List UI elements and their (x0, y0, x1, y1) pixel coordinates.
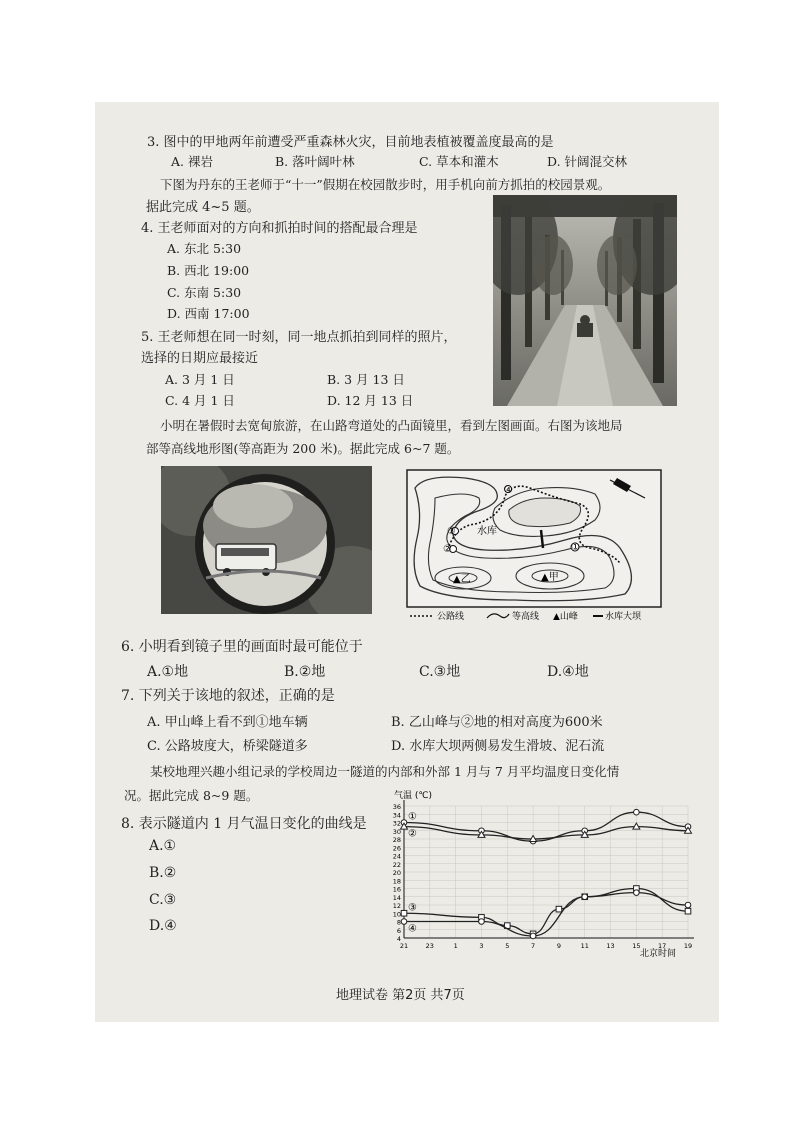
chart-ytick-label: 22 (392, 860, 401, 869)
chart-point (530, 933, 536, 939)
q6-option-d: D.④地 (547, 664, 589, 680)
chart-point (634, 809, 640, 815)
q3-stem: 3. 图中的甲地两年前遭受严重森林火灾，目前地表植被覆盖度最高的是 (147, 135, 554, 150)
legend-contour: 等高线 (512, 612, 540, 620)
chart-xtick-label: 17 (658, 942, 667, 950)
intro-4-5-line2: 据此完成 4~5 题。 (146, 200, 260, 215)
q8-option-b: B.② (149, 865, 177, 881)
chart-ytick-label: 30 (392, 827, 401, 836)
chart-series-label: ④ (408, 923, 417, 935)
chart-xtick-label: 7 (531, 942, 536, 950)
intro-8-9-line1: 某校地理兴趣小组记录的学校周边一隧道的内部和外部 1 月与 7 月平均温度日变化情 (150, 764, 620, 779)
chart-xtick-label: 21 (399, 942, 409, 950)
q7-option-a: A. 甲山峰上看不到①地车辆 (147, 715, 308, 730)
q5-option-b: B. 3 月 13 日 (327, 372, 405, 387)
chart-xtick-label: 11 (580, 942, 589, 950)
q4-stem: 4. 王老师面对的方向和抓拍时间的搭配最合理是 (141, 221, 418, 236)
map-peak-yi: ▲乙 (453, 574, 471, 585)
intro-8-9-line2: 况。据此完成 8~9 题。 (124, 788, 259, 803)
q6-option-b: B.②地 (284, 664, 326, 680)
q6-stem: 6. 小明看到镜子里的画面时最可能位于 (121, 639, 363, 655)
q5-option-d: D. 12 月 13 日 (327, 393, 414, 408)
chart-xlabel: 北京时间 (640, 949, 677, 959)
chart-series-label: ③ (408, 902, 417, 914)
convex-mirror-photo (161, 466, 372, 614)
chart-xtick-label: 9 (556, 942, 561, 950)
map-point-3: ③ (447, 526, 456, 537)
chart-ytick-label: 34 (392, 811, 401, 820)
legend-peak: ▲山峰 (553, 612, 578, 620)
chart-ytick-label: 6 (396, 926, 401, 935)
q6-option-c: C.③地 (419, 664, 461, 680)
campus-avenue-photo (493, 195, 677, 406)
q4-option-b: B. 西北 19:00 (167, 263, 250, 278)
chart-ytick-label: 20 (392, 869, 401, 877)
chart-point (582, 894, 588, 900)
q3-option-c: C. 草本和灌木 (419, 154, 499, 169)
q5-option-c: C. 4 月 1 日 (165, 393, 235, 408)
chart-ytick-label: 8 (396, 918, 401, 927)
chart-series-label: ② (408, 828, 417, 840)
chart-ytick-label: 16 (392, 885, 401, 894)
q7-option-d: D. 水库大坝两侧易发生滑坡、泥石流 (391, 739, 605, 754)
chart-series-label: ① (408, 811, 417, 823)
chart-point (479, 919, 485, 925)
chart-ytick-label: 12 (392, 902, 401, 910)
chart-xtick-label: 3 (479, 942, 484, 950)
chart-xtick-label: 1 (453, 942, 458, 950)
chart-series-line (404, 889, 688, 934)
page-footer: 地理试卷 第2页 共7页 (336, 988, 465, 1003)
q7-stem: 7. 下列关于该地的叙述，正确的是 (121, 688, 335, 704)
q3-option-d: D. 针阔混交林 (547, 154, 628, 169)
chart-ylabel: 气温 (℃) (394, 791, 432, 801)
chart-point (401, 910, 407, 916)
q4-option-d: D. 西南 17:00 (167, 306, 250, 321)
legend-road: 公路线 (437, 612, 465, 620)
intro-4-5-line1: 下图为丹东的王老师于“十一”假期在校园散步时，用手机向前方抓拍的校园景观。 (160, 177, 611, 192)
chart-ytick-label: 28 (392, 836, 401, 844)
q8-option-d: D.④ (149, 918, 177, 934)
chart-series-line (404, 827, 688, 839)
chart-ytick-label: 26 (392, 844, 401, 853)
q3-option-a: A. 裸岩 (171, 154, 213, 169)
map-point-1: ① (571, 542, 580, 553)
q4-option-a: A. 东北 5:30 (167, 241, 242, 256)
chart-point (634, 890, 640, 896)
chart-xtick-label: 5 (505, 942, 510, 950)
q6-option-a: A.①地 (147, 664, 189, 680)
q8-option-a: A.① (149, 838, 177, 854)
chart-ytick-label: 36 (392, 803, 401, 811)
map-point-4: ④ (504, 485, 513, 496)
chart-xtick-label: 13 (606, 942, 615, 950)
chart-xtick-label: 19 (683, 942, 693, 950)
chart-xtick-label: 23 (425, 942, 434, 950)
intro-6-7-line2: 部等高线地形图(等高距为 200 米)。据此完成 6~7 题。 (146, 441, 460, 456)
contour-map (405, 468, 664, 620)
q8-stem: 8. 表示隧道内 1 月气温日变化的曲线是 (121, 816, 367, 832)
chart-ytick-label: 14 (392, 893, 401, 902)
legend-dam: 水库大坝 (605, 612, 642, 620)
q8-option-c: C.③ (149, 892, 177, 908)
chart-ytick-label: 32 (392, 819, 401, 828)
chart-ytick-label: 4 (396, 935, 401, 943)
chart-ytick-label: 10 (392, 910, 401, 919)
q7-option-c: C. 公路坡度大，桥梁隧道多 (147, 739, 308, 754)
q5-option-a: A. 3 月 1 日 (165, 372, 235, 387)
map-peak-jia: ▲甲 (541, 572, 559, 583)
q5-stem-line2: 选择的日期应最接近 (141, 351, 259, 366)
map-reservoir-label: 水库 (477, 526, 497, 537)
q7-option-b: B. 乙山峰与②地的相对高度为600米 (391, 715, 603, 730)
q4-option-c: C. 东南 5:30 (167, 285, 242, 300)
chart-ytick-label: 18 (392, 877, 401, 886)
chart-series-line (404, 893, 688, 936)
chart-ytick-label: 24 (392, 852, 401, 861)
temperature-chart (380, 786, 710, 962)
intro-6-7-line1: 小明在暑假时去宽甸旅游，在山路弯道处的凸面镜里，看到左图画面。右图为该地局 (160, 418, 623, 433)
chart-point (401, 919, 407, 925)
chart-point (685, 902, 691, 908)
chart-point (556, 906, 562, 912)
q3-option-b: B. 落叶阔叶林 (275, 154, 355, 169)
chart-xtick-label: 15 (632, 942, 641, 950)
q5-stem-line1: 5. 王老师想在同一时刻，同一地点抓拍到同样的照片， (141, 330, 457, 345)
map-point-2: ② (443, 544, 452, 555)
chart-point (685, 908, 691, 914)
